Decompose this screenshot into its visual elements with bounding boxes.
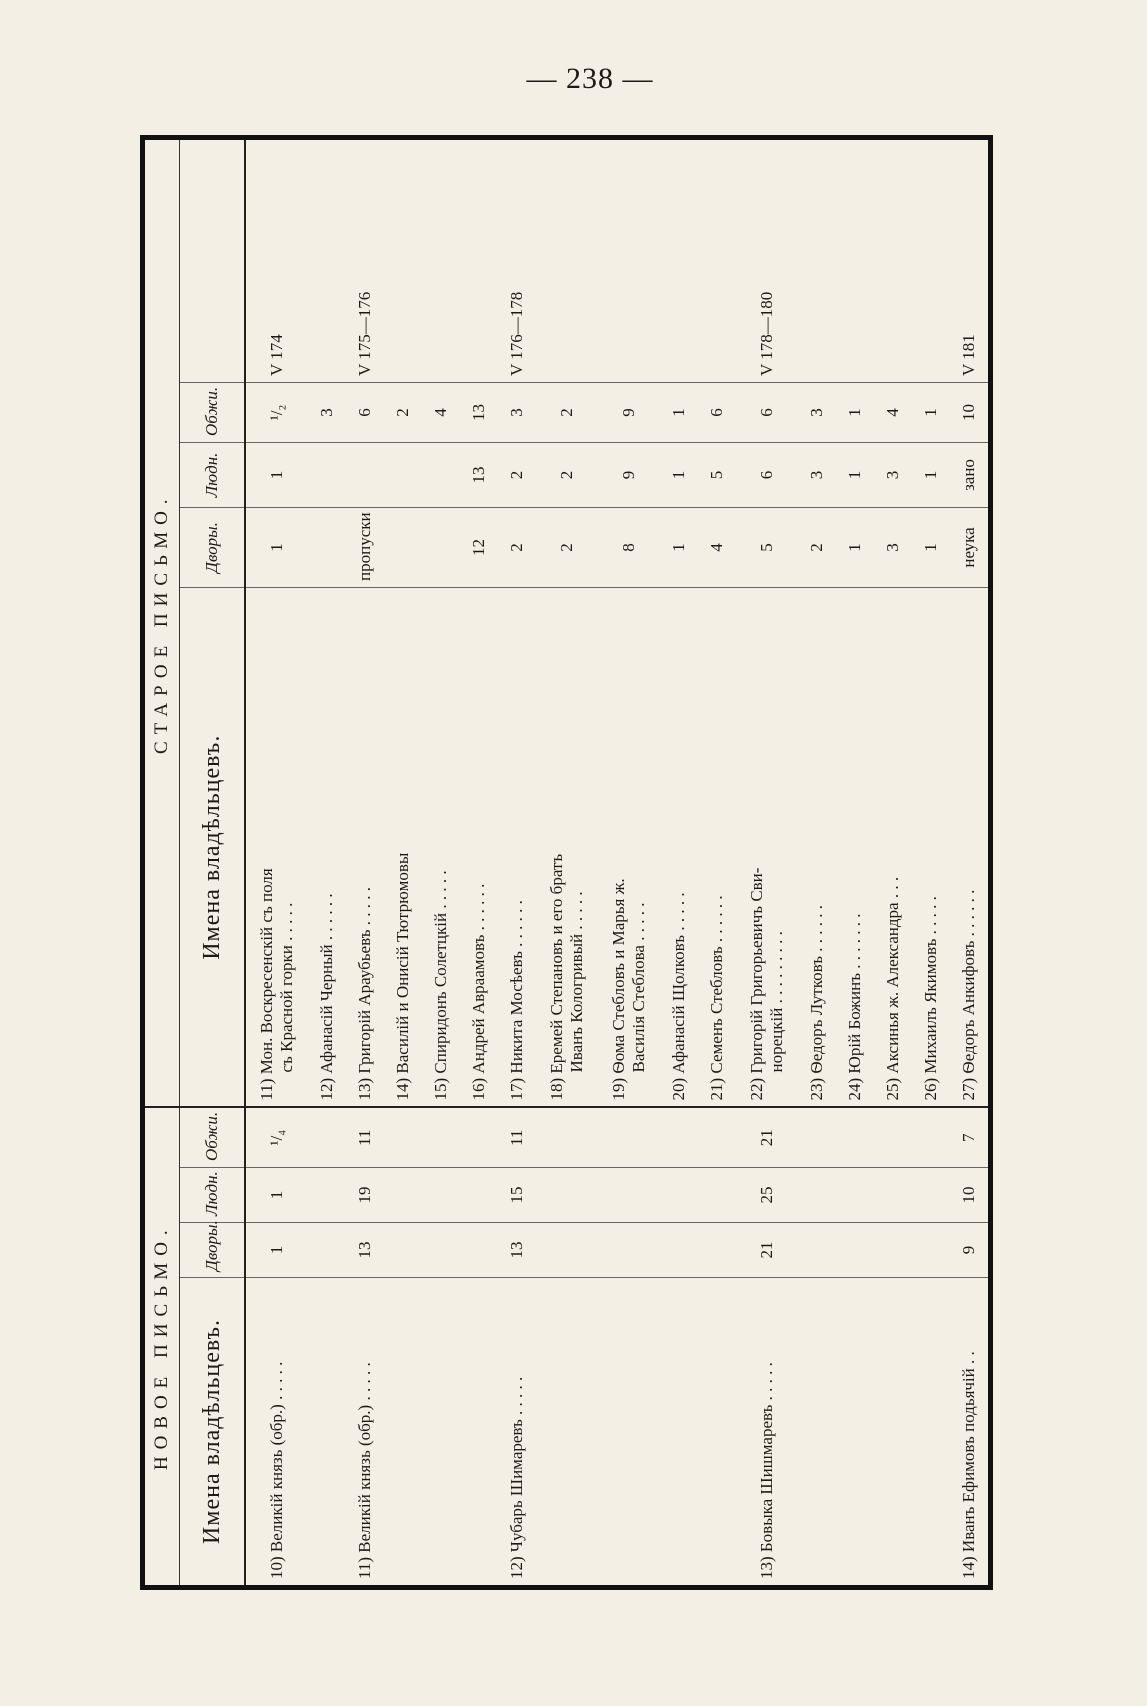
reference	[536, 137, 598, 382]
old-names-header: Имена владѣльцевъ.	[180, 587, 246, 1107]
new-souls	[912, 1168, 950, 1223]
old-plough: 9	[598, 382, 660, 442]
new-plough: 7	[950, 1107, 991, 1167]
new-yards	[384, 1223, 422, 1278]
reference	[598, 137, 660, 382]
old-souls: 13	[460, 442, 498, 507]
reference	[460, 137, 498, 382]
new-owner-name	[660, 1278, 698, 1588]
new-plough	[536, 1107, 598, 1167]
new-plough	[912, 1107, 950, 1167]
new-owner-name: 10) Великій князь (обр.) . . . . .	[267, 1361, 286, 1579]
old-owner-name: 12) Афанасій Черный . . . . . .	[308, 587, 346, 1107]
new-plough	[836, 1107, 874, 1167]
table-row	[498, 137, 536, 1587]
old-plough: 3	[798, 382, 836, 442]
page-number: — 238 —	[526, 62, 654, 95]
old-yards: неука	[950, 507, 991, 587]
old-souls: 3	[798, 442, 836, 507]
new-souls: 1	[245, 1168, 308, 1223]
new-souls	[460, 1168, 498, 1223]
old-plough: 1	[912, 382, 950, 442]
old-owner-name: 11) Мон. Воскресенскій съ поля съ Красной горки . . . . .	[245, 587, 308, 1107]
reference	[912, 137, 950, 382]
new-yards	[912, 1223, 950, 1278]
old-plough: 3	[498, 382, 536, 442]
old-owner-name: 19) Ѳома Стебловъ и Марья ж. Василія Стеблова . . . . .	[598, 587, 660, 1107]
new-plough	[308, 1107, 346, 1167]
reference	[874, 137, 912, 382]
new-names-header: Имена владѣльцевъ.	[180, 1278, 246, 1588]
new-yards-header: Дворы.	[180, 1223, 246, 1278]
reference: V 176—178	[498, 137, 536, 382]
old-yards	[384, 507, 422, 587]
old-owner-name: 17) Никита Мосѣевъ . . . . . .	[498, 587, 536, 1107]
new-plough	[384, 1107, 422, 1167]
old-yards: 2	[536, 507, 598, 587]
table-row	[950, 137, 991, 1587]
new-owner-name	[836, 1278, 874, 1588]
old-souls: 2	[498, 442, 536, 507]
rotated-table-container	[140, 140, 990, 1590]
old-section-title: СТАРОЕ ПИСЬМО.	[143, 137, 180, 1107]
old-plough: 13	[460, 382, 498, 442]
old-plough: 6	[346, 382, 384, 442]
new-yards	[536, 1223, 598, 1278]
old-plough: 1	[836, 382, 874, 442]
old-plough: 4	[422, 382, 460, 442]
old-plough: 2	[384, 382, 422, 442]
new-yards: 13	[346, 1223, 384, 1278]
table-row	[698, 137, 736, 1587]
reference	[798, 137, 836, 382]
old-plough: 6	[736, 382, 798, 442]
old-plough: ¹/₂	[245, 382, 308, 442]
reference: V 175—176	[346, 137, 384, 382]
old-souls: 3	[874, 442, 912, 507]
old-plough: 4	[874, 382, 912, 442]
old-yards: пропуски	[346, 507, 384, 587]
new-souls	[660, 1168, 698, 1223]
old-plough: 6	[698, 382, 736, 442]
reference: V 181	[950, 137, 991, 382]
new-plough	[660, 1107, 698, 1167]
old-owner-name: 14) Василій и Онисій Тютрюмовы	[384, 587, 422, 1107]
new-souls	[698, 1168, 736, 1223]
new-souls	[422, 1168, 460, 1223]
old-souls: 5	[698, 442, 736, 507]
reference	[308, 137, 346, 382]
new-owner-name	[598, 1278, 660, 1588]
old-souls: зано	[950, 442, 991, 507]
new-souls	[384, 1168, 422, 1223]
table-row	[912, 137, 950, 1587]
new-plough	[422, 1107, 460, 1167]
new-owner-name: 12) Чубарь Шимаревъ . . . . .	[507, 1376, 526, 1579]
reference-header	[180, 137, 246, 382]
new-owner-name	[798, 1278, 836, 1588]
new-owner-name	[536, 1278, 598, 1588]
new-yards	[660, 1223, 698, 1278]
new-owner-name: 14) Иванъ Ефимовъ подьячій . .	[959, 1351, 978, 1579]
old-owner-name: 15) Спиридонъ Солетцкій . . . . .	[422, 587, 460, 1107]
table-row	[308, 137, 346, 1587]
old-souls: 1	[912, 442, 950, 507]
new-plough	[874, 1107, 912, 1167]
old-souls: 6	[736, 442, 798, 507]
old-yards: 8	[598, 507, 660, 587]
old-plough-header: Обжи.	[180, 382, 246, 442]
new-souls	[798, 1168, 836, 1223]
new-owner-name	[384, 1278, 422, 1588]
table-row	[660, 137, 698, 1587]
new-souls	[598, 1168, 660, 1223]
old-owner-name: 26) Михаилъ Якимовъ . . . . .	[912, 587, 950, 1107]
reference: V 174	[245, 137, 308, 382]
old-plough: 3	[308, 382, 346, 442]
new-souls: 25	[736, 1168, 798, 1223]
new-souls-header: Людн.	[180, 1168, 246, 1223]
table-row	[536, 137, 598, 1587]
old-owner-name: 20) Афанасій Щолковъ . . . . .	[660, 587, 698, 1107]
old-yards: 1	[245, 507, 308, 587]
new-owner-name	[460, 1278, 498, 1588]
new-plough: 11	[346, 1107, 384, 1167]
table-row	[598, 137, 660, 1587]
reference	[422, 137, 460, 382]
table-row	[798, 137, 836, 1587]
table-row	[460, 137, 498, 1587]
old-yards	[308, 507, 346, 587]
new-yards: 21	[736, 1223, 798, 1278]
reference	[660, 137, 698, 382]
reference	[836, 137, 874, 382]
register-table	[140, 135, 993, 1590]
reference	[698, 137, 736, 382]
new-owner-name	[874, 1278, 912, 1588]
old-owner-name: 27) Ѳедоръ Анкифовъ . . . . . .	[950, 587, 991, 1107]
new-yards	[460, 1223, 498, 1278]
new-yards	[308, 1223, 346, 1278]
old-owner-name: 25) Аксинья ж. Александра . . .	[874, 587, 912, 1107]
old-souls: 1	[660, 442, 698, 507]
old-owner-name: 23) Ѳедоръ Лутковъ . . . . . .	[798, 587, 836, 1107]
old-owner-name: 16) Андрей Авраамовъ . . . . . .	[460, 587, 498, 1107]
new-souls	[836, 1168, 874, 1223]
table-row	[384, 137, 422, 1587]
new-yards	[836, 1223, 874, 1278]
table-row	[874, 137, 912, 1587]
new-plough: 11	[498, 1107, 536, 1167]
old-yards: 2	[498, 507, 536, 587]
old-yards	[422, 507, 460, 587]
table-row	[245, 137, 308, 1587]
new-owner-name	[912, 1278, 950, 1588]
old-owner-name: 22) Григорій Григорьевичъ Сви- норецкій . . . . . . . . .	[736, 587, 798, 1107]
old-owner-name: 13) Григорій Араубьевъ . . . . .	[346, 587, 384, 1107]
new-plough	[798, 1107, 836, 1167]
reference: V 178—180	[736, 137, 798, 382]
new-souls	[536, 1168, 598, 1223]
new-plough	[698, 1107, 736, 1167]
new-plough	[460, 1107, 498, 1167]
old-souls-header: Людн.	[180, 442, 246, 507]
new-owner-name: 13) Бовыка Шишмаревъ . . . . .	[757, 1362, 776, 1579]
old-souls	[346, 442, 384, 507]
old-yards: 2	[798, 507, 836, 587]
new-souls: 10	[950, 1168, 991, 1223]
old-souls	[384, 442, 422, 507]
old-yards-header: Дворы.	[180, 507, 246, 587]
new-owner-name	[308, 1278, 346, 1588]
old-souls	[308, 442, 346, 507]
old-plough: 2	[536, 382, 598, 442]
new-plough	[598, 1107, 660, 1167]
new-plough: ¹/₄	[245, 1107, 308, 1167]
new-yards: 1	[245, 1223, 308, 1278]
new-yards	[422, 1223, 460, 1278]
old-yards: 1	[660, 507, 698, 587]
new-yards	[798, 1223, 836, 1278]
new-souls	[308, 1168, 346, 1223]
old-yards: 3	[874, 507, 912, 587]
new-plough: 21	[736, 1107, 798, 1167]
new-yards: 9	[950, 1223, 991, 1278]
old-souls: 1	[836, 442, 874, 507]
old-souls: 9	[598, 442, 660, 507]
new-owner-name	[422, 1278, 460, 1588]
new-yards	[598, 1223, 660, 1278]
old-souls: 1	[245, 442, 308, 507]
new-souls	[874, 1168, 912, 1223]
new-yards	[874, 1223, 912, 1278]
old-owner-name: 21) Семенъ Стебловъ . . . . . .	[698, 587, 736, 1107]
reference	[384, 137, 422, 382]
new-owner-name	[698, 1278, 736, 1588]
table-row	[736, 137, 798, 1587]
new-section-title: НОВОЕ ПИСЬМО.	[143, 1107, 180, 1587]
register-body	[245, 137, 991, 1587]
table-row	[346, 137, 384, 1587]
table-row	[422, 137, 460, 1587]
old-yards: 1	[836, 507, 874, 587]
new-yards: 13	[498, 1223, 536, 1278]
new-souls: 19	[346, 1168, 384, 1223]
old-yards: 12	[460, 507, 498, 587]
old-owner-name: 18) Еремей Степановъ и его братъ Иванъ Кологривый . . . . .	[536, 587, 598, 1107]
old-owner-name: 24) Юрій Божинъ . . . . . . .	[836, 587, 874, 1107]
old-yards: 5	[736, 507, 798, 587]
table-row	[836, 137, 874, 1587]
old-plough: 1	[660, 382, 698, 442]
new-owner-name: 11) Великій князь (обр.) . . . . .	[355, 1362, 374, 1579]
old-plough: 10	[950, 382, 991, 442]
old-souls: 2	[536, 442, 598, 507]
new-plough-header: Обжи.	[180, 1107, 246, 1167]
new-souls: 15	[498, 1168, 536, 1223]
old-yards: 1	[912, 507, 950, 587]
old-souls	[422, 442, 460, 507]
new-yards	[698, 1223, 736, 1278]
old-yards: 4	[698, 507, 736, 587]
